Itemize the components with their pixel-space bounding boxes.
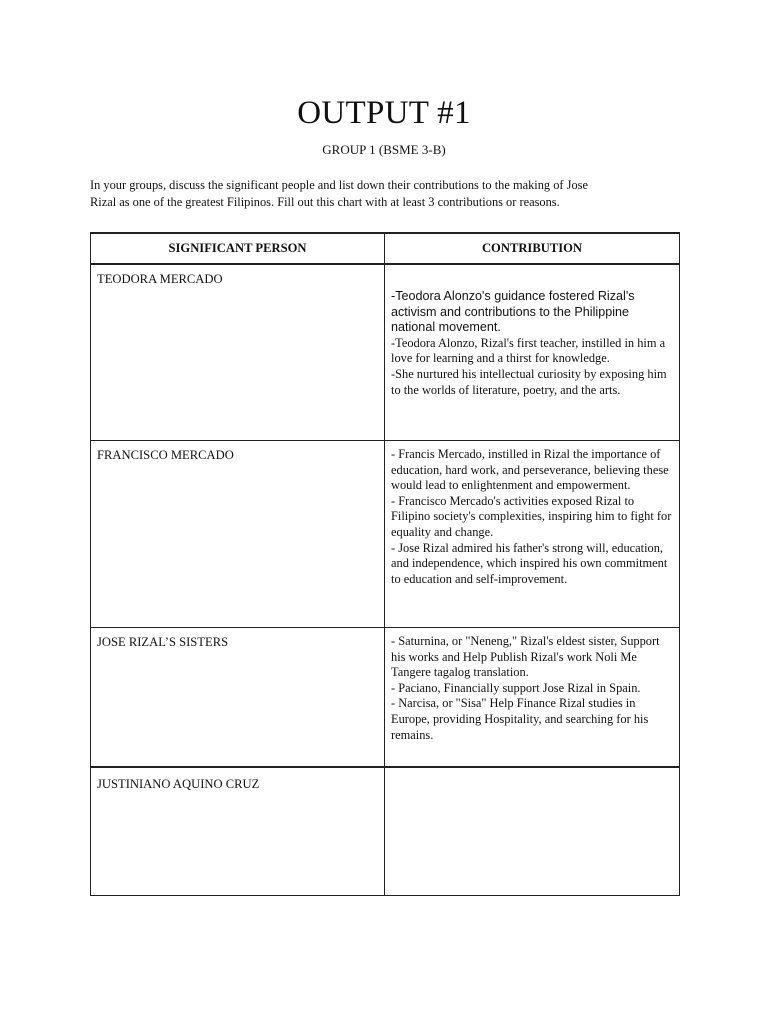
table-header-row	[91, 233, 680, 264]
table-row	[91, 264, 680, 441]
instructions-line-1: In your groups, discuss the significant people and list down their contributions to the making of Jose	[90, 178, 588, 192]
contribution-text: - Paciano, Financially support Jose Rizal in Spain.	[391, 680, 641, 695]
column-header-person: SIGNIFICANT PERSON	[91, 233, 385, 264]
contribution-text: -She nurtured his intellectual curiosity by exposing him to the worlds of literature, poetry, and the arts.	[391, 366, 667, 397]
contribution-cell	[385, 441, 680, 628]
contribution-text: - Saturnina, or "Neneng," Rizal's eldest sister, Support his works and Help Publish Rizal's work Noli Me Tangere tagalog translation.	[391, 634, 660, 680]
contribution-cell-empty	[385, 767, 680, 896]
contribution-text: - Jose Rizal admired his father's strong will, education, and independence, which inspired his own commitment to education and self-improvement.	[391, 540, 668, 586]
contribution-text: -Teodora Alonzo, Rizal's first teacher, instilled in him a love for learning and a thirst for knowledge.	[391, 335, 666, 366]
contribution-text: -Teodora Alonzo's guidance fostered Rizal's activism and contributions to the Philippine national movement.	[391, 289, 635, 335]
table-row	[91, 628, 680, 768]
instructions-paragraph	[90, 177, 650, 211]
contribution-cell	[385, 264, 680, 441]
person-cell: FRANCISCO MERCADO	[91, 441, 385, 628]
document-title: OUTPUT #1	[297, 95, 471, 131]
person-cell: TEODORA MERCADO	[91, 264, 385, 441]
instructions-line-2: Rizal as one of the greatest Filipinos. Fill out this chart with at least 3 contributions or reasons.	[90, 195, 560, 209]
contribution-text: - Francis Mercado, instilled in Rizal the importance of education, hard work, and perseverance, believing these would lead to enlightenment and empowerment.	[391, 447, 669, 493]
contribution-text: - Francisco Mercado's activities exposed Rizal to Filipino society's complexities, inspiring him to fight for equality and change.	[391, 493, 672, 539]
contributions-table	[90, 232, 680, 896]
group-label: GROUP 1 (BSME 3-B)	[322, 142, 446, 157]
person-cell: JOSE RIZAL’S SISTERS	[91, 628, 385, 768]
table-row	[91, 767, 680, 896]
contribution-text: - Narcisa, or "Sisa" Help Finance Rizal studies in Europe, providing Hospitality, and searching for his remains.	[391, 696, 649, 742]
table-row	[91, 441, 680, 628]
column-header-contribution: CONTRIBUTION	[385, 233, 680, 264]
contribution-cell	[385, 628, 680, 768]
person-cell: JUSTINIANO AQUINO CRUZ	[91, 767, 385, 896]
